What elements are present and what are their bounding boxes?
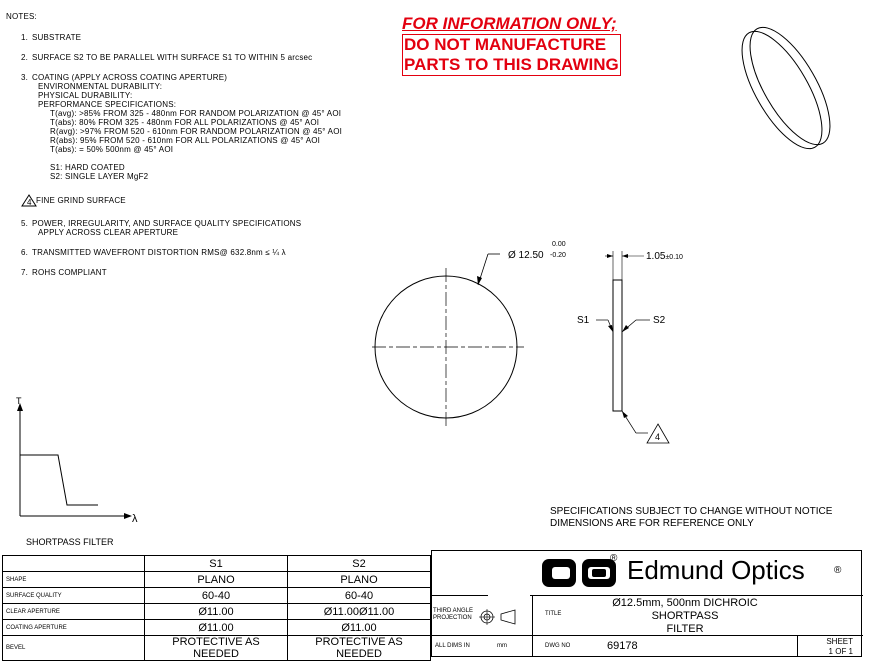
note-text-2: APPLY ACROSS CLEAR APERTURE <box>38 228 179 237</box>
note-2 <box>6 53 342 62</box>
s1-coating: S1: HARD COATED <box>50 163 125 172</box>
spec-line: T(avg): >85% FROM 325 - 480nm FOR RANDOM POLARIZATION @ 45° AOI <box>50 109 342 118</box>
row-s2-value: PLANO <box>288 572 431 588</box>
spec-line: T(abs): 80% FROM 325 - 480nm FOR ALL POLARIZATIONS @ 45° AOI <box>50 118 320 127</box>
note-text: SUBSTRATE <box>32 33 82 42</box>
row-label: SHAPE <box>3 572 145 588</box>
note-3 <box>6 73 342 181</box>
note-number: 1. <box>21 33 29 42</box>
projection-cell <box>431 595 488 635</box>
row-label: COATING APERTURE <box>3 620 145 636</box>
table-row <box>3 588 431 604</box>
row-s1-value: 60-40 <box>145 588 288 604</box>
sheet-label: SHEET <box>826 637 853 646</box>
thickness-tolerance: ±0.10 <box>665 254 683 261</box>
note-6 <box>6 248 342 257</box>
row-s1-value: Ø11.00 <box>145 604 288 620</box>
s2-coating: S2: SINGLE LAYER MgF2 <box>50 172 149 181</box>
dwg-number: 69178 <box>607 640 638 652</box>
table-row <box>3 620 431 636</box>
table-header-s1: S1 <box>145 556 288 572</box>
note-text: FINE GRIND SURFACE <box>36 196 126 205</box>
table-header-blank <box>3 556 145 572</box>
spec-note <box>550 506 832 530</box>
graph-caption: SHORTPASS FILTER <box>26 537 114 547</box>
note-4 <box>6 192 342 208</box>
thickness-dimension <box>646 251 683 262</box>
title-block <box>431 550 862 657</box>
row-label: SURFACE QUALITY <box>3 588 145 604</box>
callout-number: 4 <box>27 198 32 207</box>
graph-y-label: T <box>16 396 22 406</box>
grind-callout-number: 4 <box>655 432 661 442</box>
row-label: CLEAR APERTURE <box>3 604 145 620</box>
note-1 <box>6 33 342 42</box>
row-s2-value: 60-40 <box>288 588 431 604</box>
spec-line: R(abs): 95% FROM 520 - 610nm FOR ALL POLARIZATIONS @ 45° AOI <box>50 136 321 145</box>
isometric-view <box>730 20 840 160</box>
row-s2-value: Ø11.00Ø11.00 <box>288 604 431 620</box>
drawing-title <box>610 597 760 636</box>
note-text: TRANSMITTED WAVEFRONT DISTORTION RMS@ 632.8nm ≤ ¼ λ <box>32 248 286 257</box>
spec-line1: SPECIFICATIONS SUBJECT TO CHANGE WITHOUT NOTICE <box>550 506 833 517</box>
table-header-row <box>3 556 431 572</box>
info-line2: DO NOT MANUFACTURE <box>404 35 607 54</box>
note-number: 7. <box>21 268 29 277</box>
dwg-cell <box>532 635 797 657</box>
surface-s1-label: S1 <box>577 315 590 326</box>
table-row <box>3 604 431 620</box>
sheet-value: 1 OF 1 <box>828 647 853 656</box>
info-warning-box <box>402 34 621 76</box>
spec-line: R(avg): >97% FROM 520 - 610nm FOR RANDOM POLARIZATION @ 45° AOI <box>50 127 343 136</box>
row-s2-value: PROTECTIVE AS NEEDED <box>288 636 431 661</box>
row-s1-value: Ø11.00 <box>145 620 288 636</box>
note-text: SURFACE S2 TO BE PARALLEL WITH SURFACE S1 TO WITHIN 5 arcsec <box>32 53 313 62</box>
projection-label: THIRD ANGLE PROJECTION <box>433 608 474 621</box>
phys-durability: PHYSICAL DURABILITY: <box>38 91 133 100</box>
diameter-tol-lower: -0.20 <box>550 252 566 259</box>
title-label: TITLE <box>545 611 562 617</box>
diameter-value: Ø 12.50 <box>508 250 544 261</box>
side-view <box>560 240 700 450</box>
title-line2: FILTER <box>666 623 704 635</box>
logo-row <box>530 551 863 596</box>
spec-line: T(abs): = 50% 500nm @ 45° AOI <box>50 145 174 154</box>
all-dims-cell <box>431 635 532 657</box>
note-7 <box>6 268 342 277</box>
thickness-value: 1.05 <box>646 251 666 262</box>
env-durability: ENVIRONMENTAL DURABILITY: <box>38 82 163 91</box>
dwg-label: DWG NO <box>545 643 571 649</box>
note-5 <box>6 219 342 237</box>
row-s1-value: PLANO <box>145 572 288 588</box>
row-label: BEVEL <box>3 636 145 661</box>
note-text: COATING (APPLY ACROSS COATING APERTURE) <box>32 73 228 82</box>
row-s2-value: Ø11.00 <box>288 620 431 636</box>
info-line1: FOR INFORMATION ONLY; <box>402 14 617 33</box>
all-dims-value: mm <box>497 643 507 649</box>
note-text: ROHS COMPLIANT <box>32 268 107 277</box>
front-view <box>360 240 540 430</box>
table-row <box>3 636 431 661</box>
spec-line2: DIMENSIONS ARE FOR REFERENCE ONLY <box>550 518 754 529</box>
title-line1: Ø12.5mm, 500nm DICHROIC SHORTPASS <box>612 597 758 622</box>
shortpass-graph <box>10 395 140 530</box>
note-number: 3. <box>21 73 29 82</box>
sheet-cell <box>797 635 863 657</box>
company-name: Edmund Optics <box>627 555 805 585</box>
notes-header: NOTES: <box>6 12 37 21</box>
diameter-dimension <box>508 250 544 261</box>
info-line3: PARTS TO THIS DRAWING <box>404 55 619 74</box>
logo-registered-mark: ® <box>610 553 618 564</box>
notes-block <box>6 12 342 277</box>
surface-spec-table <box>2 555 431 661</box>
triangle-callout-icon <box>21 194 37 207</box>
graph-x-label: λ <box>132 513 138 525</box>
note-number: 5. <box>21 219 29 228</box>
note-number: 2. <box>21 53 29 62</box>
table-header-s2: S2 <box>288 556 431 572</box>
note-number: 6. <box>21 248 29 257</box>
third-angle-projection-icon <box>479 606 529 628</box>
info-only-stamp <box>402 15 621 76</box>
diameter-tol-upper: 0.00 <box>552 241 566 248</box>
company-registered-mark: ® <box>834 565 842 576</box>
note-text: POWER, IRREGULARITY, AND SURFACE QUALITY SPECIFICATIONS <box>32 219 302 228</box>
all-dims-label: ALL DIMS IN <box>435 643 470 649</box>
perf-specs: PERFORMANCE SPECIFICATIONS: <box>38 100 177 109</box>
table-row <box>3 572 431 588</box>
surface-s2-label: S2 <box>653 315 666 326</box>
row-s1-value: PROTECTIVE AS NEEDED <box>145 636 288 661</box>
edmund-logo-icon <box>540 557 620 589</box>
